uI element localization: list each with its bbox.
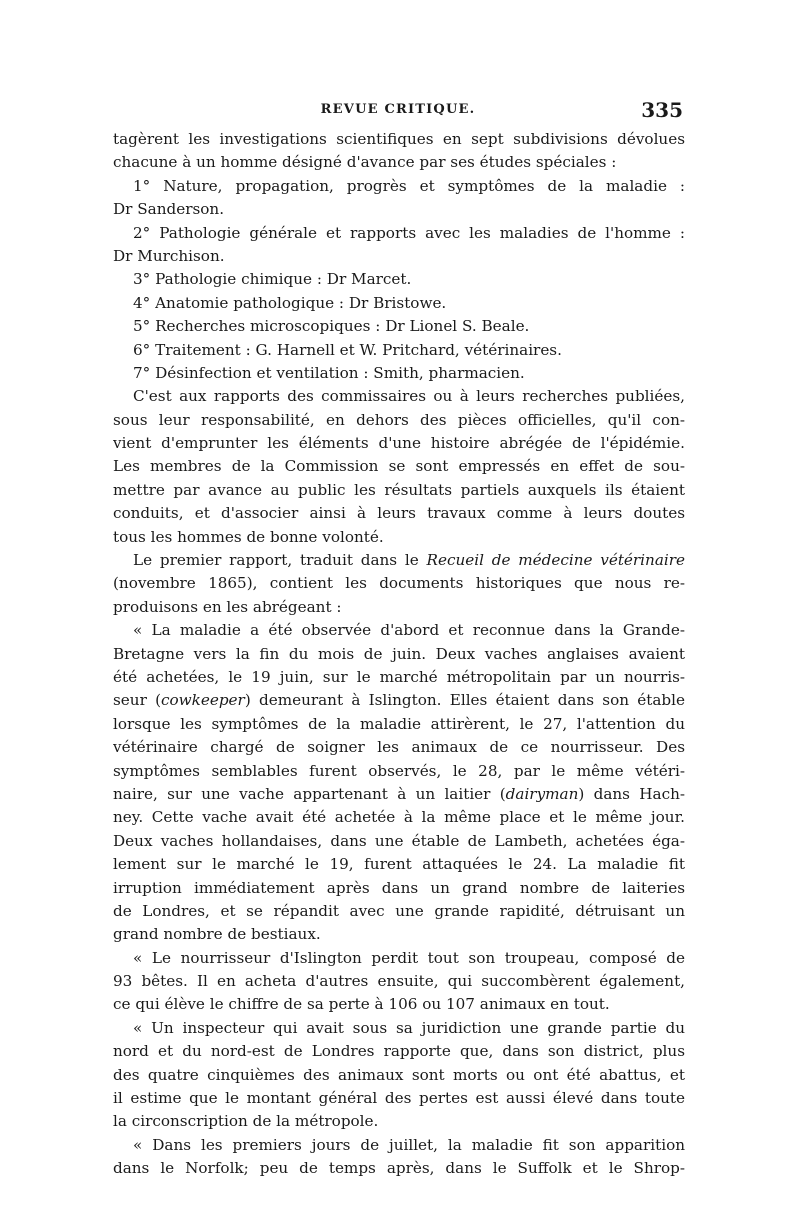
italic-term: dairyman xyxy=(505,784,579,803)
text-line: vient d'emprunter les éléments d'une histoire abrégée de l'épidémie. xyxy=(113,434,685,453)
text-line: symptômes semblables furent observés, le 28, par le même vétéri- xyxy=(113,761,685,780)
text-line: 1° Nature, propagation, progrès et symptômes de la maladie : xyxy=(133,176,685,195)
text-line: Bretagne vers la fin du mois de juin. Deux vaches anglaises avaient xyxy=(113,644,685,663)
text-line: tagèrent les investigations scientifiques en sept subdivisions dévolues xyxy=(113,130,685,148)
text-line: 4° Anatomie pathologique : Dr Bristowe. xyxy=(133,293,447,312)
page-number: 335 xyxy=(641,98,683,122)
text-line: ney. Cette vache avait été achetée à la même place et le même jour. xyxy=(113,808,685,827)
text-line: chacune à un homme désigné d'avance par ses études spéciales : xyxy=(113,153,617,172)
text-line: produisons en les abrégeant : xyxy=(113,597,342,616)
text-line: Deux vaches hollandaises, dans une étable de Lambeth, achetées éga- xyxy=(113,831,685,850)
text-line: « La maladie a été observée d'abord et reconnue dans la Grande- xyxy=(133,621,685,640)
text-line: 2° Pathologie générale et rapports avec les maladies de l'homme : xyxy=(133,223,685,242)
text-line: Les membres de la Commission se sont empressés en effet de sou- xyxy=(113,457,685,476)
text-line-segment: seur ( xyxy=(113,691,161,710)
text-line xyxy=(113,549,685,572)
text-line: nord et du nord-est de Londres rapporte que, dans son district, plus xyxy=(113,1042,685,1061)
text-line: irruption immédiatement après dans un grand nombre de laiteries xyxy=(113,878,685,897)
text-line: Dr Murchison. xyxy=(113,246,225,265)
italic-term: cowkeeper xyxy=(161,691,245,710)
text-line-segment: ) dans Hach- xyxy=(578,784,685,803)
running-head xyxy=(113,98,683,122)
text-line: Dr Sanderson. xyxy=(113,200,225,219)
text-line: lorsque les symptômes de la maladie attirèrent, le 27, l'attention du xyxy=(113,714,685,733)
text-line: « Dans les premiers jours de juillet, la maladie fit son apparition xyxy=(133,1135,685,1154)
text-line: C'est aux rapports des commissaires ou à leurs recherches publiées, xyxy=(133,387,685,406)
text-line: conduits, et d'associer ainsi à leurs travaux comme à leurs doutes xyxy=(113,504,685,523)
text-line: ce qui élève le chiffre de sa perte à 106 ou 107 animaux en tout. xyxy=(113,995,610,1014)
text-line: « Un inspecteur qui avait sous sa juridiction une grande partie du xyxy=(133,1018,685,1037)
text-line: « Le nourrisseur d'Islington perdit tout son troupeau, composé de xyxy=(133,948,685,967)
text-line: 6° Traitement : G. Harnell et W. Pritchard, vétérinaires. xyxy=(133,340,562,359)
text-line: (novembre 1865), contient les documents historiques que nous re- xyxy=(113,574,685,593)
text-line xyxy=(113,783,685,806)
text-line: vétérinaire chargé de soigner les animaux de ce nourrisseur. Des xyxy=(113,738,685,757)
text-line: la circonscription de la métropole. xyxy=(113,1112,379,1131)
text-line: 3° Pathologie chimique : Dr Marcet. xyxy=(133,270,412,289)
text-line: grand nombre de bestiaux. xyxy=(113,925,321,944)
text-line: tous les hommes de bonne volonté. xyxy=(113,527,384,546)
text-line: de Londres, et se répandit avec une grande rapidité, détruisant un xyxy=(113,901,685,920)
text-line-segment: ) demeurant à Islington. Elles étaient dans son étable xyxy=(244,691,685,710)
text-line: été achetées, le 19 juin, sur le marché métropolitain par un nourris- xyxy=(113,667,685,686)
text-line: sous leur responsabilité, en dehors des pièces officielles, qu'il con- xyxy=(113,410,685,429)
italic-term: Recueil de médecine vétérinaire xyxy=(426,551,685,570)
text-line: 93 bêtes. Il en acheta d'autres ensuite, qui succombèrent également, xyxy=(113,972,685,991)
text-line: il estime que le montant général des pertes est aussi élevé dans toute xyxy=(113,1089,685,1108)
running-title: REVUE CRITIQUE. xyxy=(320,102,476,117)
text-line: lement sur le marché le 19, furent attaquées le 24. La maladie fit xyxy=(113,855,685,874)
text-line: 5° Recherches microscopiques : Dr Lionel S. Beale. xyxy=(133,317,530,336)
text-line-segment: naire, sur une vache appartenant à un laitier ( xyxy=(113,784,506,803)
text-line: 7° Désinfection et ventilation : Smith, pharmacien. xyxy=(133,363,525,382)
text-line xyxy=(113,689,685,712)
body-text xyxy=(113,128,685,1181)
text-line: dans le Norfolk; peu de temps après, dans le Suffolk et le Shrop- xyxy=(113,1159,685,1178)
text-line-segment: Le premier rapport, traduit dans le xyxy=(133,551,427,570)
text-line: mettre par avance au public les résultats partiels auxquels ils étaient xyxy=(113,480,685,499)
text-line: des quatre cinquièmes des animaux sont morts ou ont été abattus, et xyxy=(113,1065,685,1084)
